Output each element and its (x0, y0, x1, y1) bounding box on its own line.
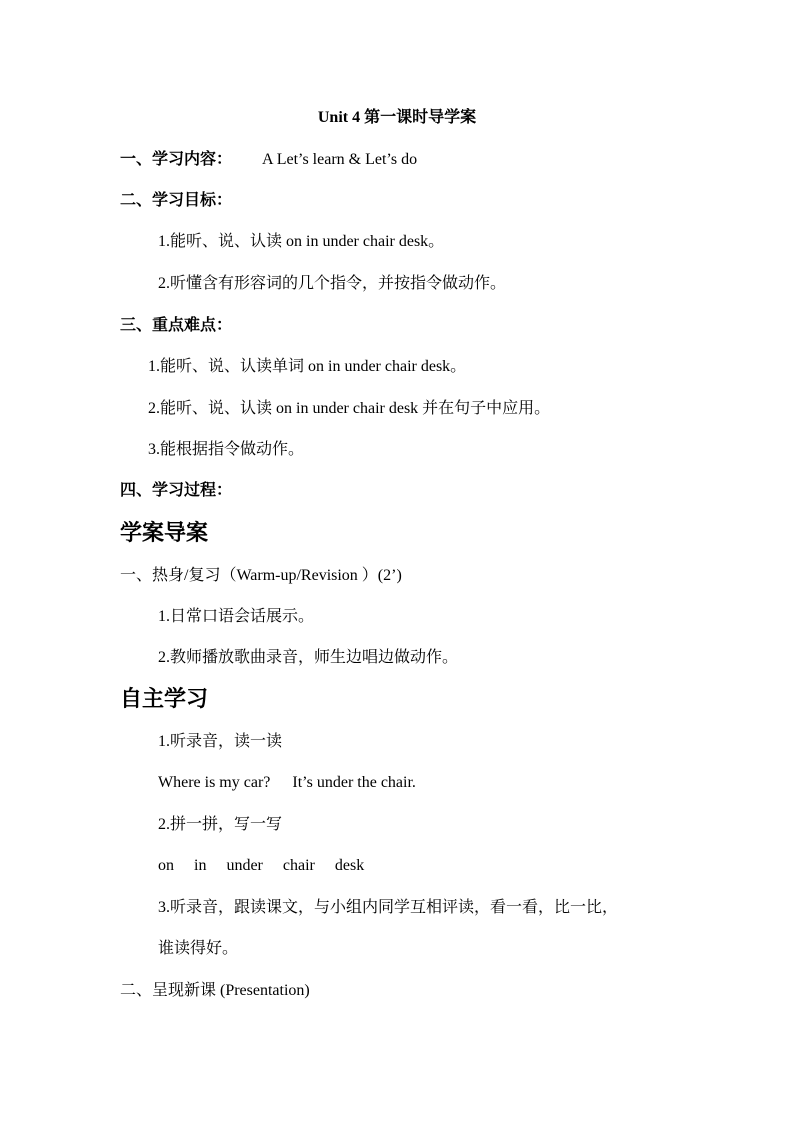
sentence-answer: It’s under the chair. (292, 774, 416, 791)
heading-self-study: 自主学习 (120, 687, 209, 712)
document-title: Unit 4 第一课时导学案 (317, 109, 477, 126)
section-process-label: 四、学习过程： (120, 482, 233, 499)
sentence-question: Where is my car? (158, 774, 271, 791)
vocab-word: desk (334, 857, 365, 874)
vocab-word: in (194, 857, 207, 874)
section-content: A Let’s learn & Let’s do (262, 151, 418, 168)
self-study-step-3-continued: 谁读得好。 (158, 940, 239, 957)
vocabulary-words (158, 856, 364, 876)
example-sentence (158, 773, 416, 793)
key-point-item: 2.能听、说、认读 on in under chair desk 并在句子中应用。 (148, 400, 551, 417)
section-objectives-label: 二、学习目标： (120, 192, 233, 209)
section-key-points-label: 三、重点难点： (120, 317, 233, 334)
warmup-label: 一、热身/复习（Warm-up/Revision ）(2’) (120, 567, 402, 584)
vocab-word: chair (282, 857, 315, 874)
self-study-step-3: 3.听录音，跟读课文，与小组内同学互相评读，看一看，比一比， (158, 899, 619, 916)
vocab-word: on (158, 857, 174, 874)
self-study-step-1: 1.听录音，读一读 (158, 733, 283, 750)
warmup-item: 2.教师播放歌曲录音，师生边唱边做动作。 (158, 649, 459, 666)
key-point-item: 1.能听、说、认读单词 on in under chair desk。 (148, 358, 467, 375)
key-point-item: 3.能根据指令做动作。 (148, 441, 305, 458)
warmup-item: 1.日常口语会话展示。 (158, 608, 315, 625)
section-label: 一、学习内容： (120, 151, 233, 168)
objective-item: 2.听懂含有形容词的几个指令，并按指令做动作。 (158, 275, 507, 292)
section-learning-content (120, 150, 417, 170)
presentation-label: 二、呈现新课 (Presentation) (120, 982, 310, 999)
vocab-word: under (226, 857, 263, 874)
heading-guide: 学案导案 (120, 521, 209, 546)
self-study-step-2: 2.拼一拼，写一写 (158, 816, 283, 833)
objective-item: 1.能听、说、认读 on in under chair desk。 (158, 233, 445, 250)
